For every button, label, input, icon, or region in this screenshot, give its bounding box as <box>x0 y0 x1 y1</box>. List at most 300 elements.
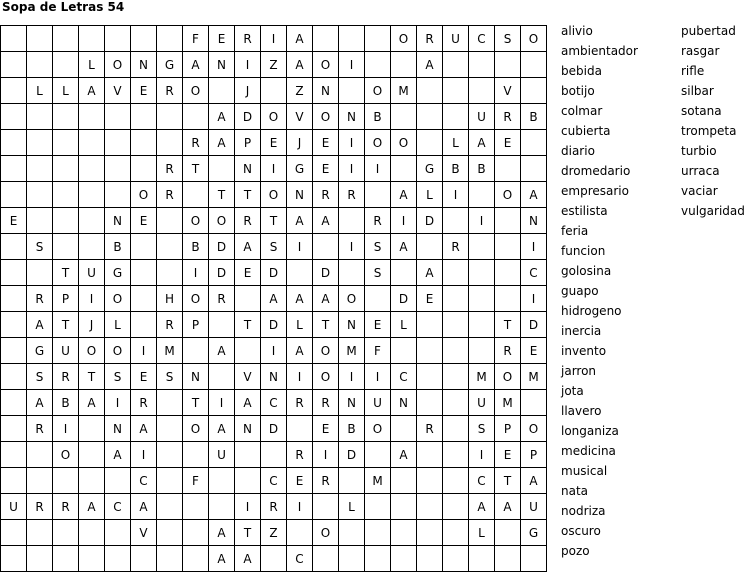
grid-cell[interactable]: L <box>339 494 365 520</box>
grid-cell[interactable] <box>365 520 391 546</box>
grid-cell[interactable]: N <box>521 208 547 234</box>
grid-cell[interactable]: U <box>53 338 79 364</box>
grid-cell[interactable] <box>1 364 27 390</box>
grid-cell[interactable] <box>131 546 157 572</box>
grid-cell[interactable]: I <box>339 130 365 156</box>
grid-cell[interactable] <box>339 260 365 286</box>
grid-cell[interactable]: R <box>27 286 53 312</box>
grid-cell[interactable]: G <box>521 520 547 546</box>
grid-cell[interactable]: F <box>183 468 209 494</box>
grid-cell[interactable]: A <box>105 442 131 468</box>
grid-cell[interactable] <box>417 546 443 572</box>
grid-cell[interactable]: O <box>495 182 521 208</box>
grid-cell[interactable] <box>261 546 287 572</box>
grid-cell[interactable]: A <box>313 208 339 234</box>
grid-cell[interactable] <box>157 260 183 286</box>
grid-cell[interactable] <box>1 260 27 286</box>
grid-cell[interactable]: B <box>105 234 131 260</box>
grid-cell[interactable] <box>443 286 469 312</box>
grid-cell[interactable]: D <box>313 260 339 286</box>
grid-cell[interactable] <box>157 520 183 546</box>
grid-cell[interactable]: I <box>339 52 365 78</box>
grid-cell[interactable]: C <box>261 468 287 494</box>
grid-cell[interactable]: U <box>209 442 235 468</box>
grid-cell[interactable] <box>235 468 261 494</box>
grid-cell[interactable] <box>131 156 157 182</box>
grid-cell[interactable] <box>443 442 469 468</box>
grid-cell[interactable]: I <box>235 494 261 520</box>
grid-cell[interactable]: I <box>261 338 287 364</box>
grid-cell[interactable]: A <box>27 312 53 338</box>
grid-cell[interactable]: Z <box>287 78 313 104</box>
grid-cell[interactable]: E <box>495 442 521 468</box>
grid-cell[interactable] <box>27 26 53 52</box>
grid-cell[interactable]: O <box>183 416 209 442</box>
grid-cell[interactable]: A <box>287 208 313 234</box>
grid-cell[interactable]: I <box>521 234 547 260</box>
grid-cell[interactable]: Z <box>261 52 287 78</box>
grid-cell[interactable]: A <box>313 286 339 312</box>
grid-cell[interactable] <box>365 26 391 52</box>
grid-cell[interactable]: R <box>157 156 183 182</box>
grid-cell[interactable]: B <box>365 104 391 130</box>
grid-cell[interactable] <box>417 364 443 390</box>
grid-cell[interactable] <box>469 234 495 260</box>
grid-cell[interactable] <box>105 546 131 572</box>
grid-cell[interactable]: D <box>209 234 235 260</box>
grid-cell[interactable] <box>495 156 521 182</box>
grid-cell[interactable]: O <box>79 338 105 364</box>
grid-cell[interactable]: H <box>157 286 183 312</box>
grid-cell[interactable] <box>495 546 521 572</box>
grid-cell[interactable] <box>1 182 27 208</box>
grid-cell[interactable] <box>79 104 105 130</box>
grid-cell[interactable]: P <box>521 442 547 468</box>
grid-cell[interactable] <box>391 52 417 78</box>
grid-cell[interactable] <box>1 520 27 546</box>
grid-cell[interactable]: R <box>235 208 261 234</box>
grid-cell[interactable]: V <box>287 104 313 130</box>
grid-cell[interactable] <box>391 156 417 182</box>
grid-cell[interactable] <box>443 494 469 520</box>
grid-cell[interactable]: T <box>209 182 235 208</box>
grid-cell[interactable]: R <box>53 494 79 520</box>
grid-cell[interactable] <box>339 26 365 52</box>
grid-cell[interactable] <box>157 416 183 442</box>
grid-cell[interactable] <box>495 286 521 312</box>
grid-cell[interactable]: O <box>261 104 287 130</box>
grid-cell[interactable]: A <box>391 182 417 208</box>
grid-cell[interactable] <box>261 78 287 104</box>
grid-cell[interactable]: S <box>27 364 53 390</box>
grid-cell[interactable]: I <box>261 26 287 52</box>
grid-cell[interactable]: R <box>417 26 443 52</box>
grid-cell[interactable] <box>313 546 339 572</box>
grid-cell[interactable] <box>495 520 521 546</box>
grid-cell[interactable]: E <box>313 416 339 442</box>
grid-cell[interactable]: R <box>183 130 209 156</box>
grid-cell[interactable] <box>53 546 79 572</box>
grid-cell[interactable] <box>469 78 495 104</box>
grid-cell[interactable] <box>27 130 53 156</box>
grid-cell[interactable]: A <box>287 26 313 52</box>
grid-cell[interactable] <box>131 130 157 156</box>
grid-cell[interactable] <box>365 286 391 312</box>
grid-cell[interactable] <box>417 104 443 130</box>
grid-cell[interactable] <box>1 234 27 260</box>
grid-cell[interactable]: A <box>27 390 53 416</box>
grid-cell[interactable]: R <box>443 234 469 260</box>
grid-cell[interactable] <box>339 208 365 234</box>
grid-cell[interactable] <box>443 104 469 130</box>
grid-cell[interactable]: P <box>183 312 209 338</box>
grid-cell[interactable]: O <box>105 338 131 364</box>
grid-cell[interactable]: C <box>105 494 131 520</box>
grid-cell[interactable] <box>131 312 157 338</box>
grid-cell[interactable]: I <box>287 494 313 520</box>
grid-cell[interactable] <box>105 156 131 182</box>
grid-cell[interactable]: P <box>53 286 79 312</box>
grid-cell[interactable]: B <box>183 234 209 260</box>
grid-cell[interactable]: E <box>235 260 261 286</box>
grid-cell[interactable] <box>183 546 209 572</box>
grid-cell[interactable] <box>105 26 131 52</box>
grid-cell[interactable]: N <box>261 364 287 390</box>
grid-cell[interactable] <box>131 104 157 130</box>
grid-cell[interactable]: I <box>287 234 313 260</box>
grid-cell[interactable] <box>417 442 443 468</box>
grid-cell[interactable]: I <box>261 156 287 182</box>
grid-cell[interactable]: A <box>287 286 313 312</box>
grid-cell[interactable]: A <box>417 52 443 78</box>
grid-cell[interactable] <box>53 52 79 78</box>
grid-cell[interactable] <box>131 286 157 312</box>
grid-cell[interactable] <box>157 442 183 468</box>
grid-cell[interactable]: R <box>287 442 313 468</box>
grid-cell[interactable]: O <box>53 442 79 468</box>
grid-cell[interactable] <box>1 312 27 338</box>
grid-cell[interactable]: I <box>105 390 131 416</box>
grid-cell[interactable] <box>183 104 209 130</box>
grid-cell[interactable]: I <box>391 208 417 234</box>
grid-cell[interactable] <box>365 52 391 78</box>
grid-cell[interactable]: D <box>391 286 417 312</box>
grid-cell[interactable]: M <box>495 390 521 416</box>
grid-cell[interactable]: L <box>27 78 53 104</box>
grid-cell[interactable] <box>209 78 235 104</box>
grid-cell[interactable] <box>391 468 417 494</box>
grid-cell[interactable] <box>79 520 105 546</box>
grid-cell[interactable] <box>157 390 183 416</box>
grid-cell[interactable]: V <box>131 520 157 546</box>
grid-cell[interactable] <box>417 390 443 416</box>
grid-cell[interactable]: N <box>235 156 261 182</box>
grid-cell[interactable] <box>391 260 417 286</box>
grid-cell[interactable]: R <box>339 182 365 208</box>
grid-cell[interactable]: F <box>183 26 209 52</box>
grid-cell[interactable] <box>1 156 27 182</box>
grid-cell[interactable]: N <box>131 52 157 78</box>
grid-cell[interactable] <box>417 234 443 260</box>
grid-cell[interactable]: R <box>157 182 183 208</box>
grid-cell[interactable]: B <box>339 416 365 442</box>
grid-cell[interactable]: A <box>235 390 261 416</box>
grid-cell[interactable]: S <box>105 364 131 390</box>
grid-cell[interactable] <box>521 78 547 104</box>
grid-cell[interactable]: E <box>417 286 443 312</box>
grid-cell[interactable]: G <box>105 260 131 286</box>
grid-cell[interactable]: I <box>339 156 365 182</box>
grid-cell[interactable]: M <box>157 338 183 364</box>
grid-cell[interactable]: L <box>391 312 417 338</box>
grid-cell[interactable] <box>27 442 53 468</box>
grid-cell[interactable] <box>53 182 79 208</box>
grid-cell[interactable]: R <box>287 390 313 416</box>
grid-cell[interactable] <box>339 78 365 104</box>
grid-cell[interactable]: R <box>313 390 339 416</box>
grid-cell[interactable]: I <box>365 156 391 182</box>
grid-cell[interactable]: O <box>365 78 391 104</box>
grid-cell[interactable]: N <box>339 312 365 338</box>
grid-cell[interactable]: P <box>495 416 521 442</box>
grid-cell[interactable] <box>79 208 105 234</box>
grid-cell[interactable]: D <box>209 260 235 286</box>
grid-cell[interactable]: T <box>53 312 79 338</box>
grid-cell[interactable] <box>105 520 131 546</box>
grid-cell[interactable]: I <box>53 416 79 442</box>
grid-cell[interactable]: D <box>417 208 443 234</box>
grid-cell[interactable]: N <box>105 208 131 234</box>
grid-cell[interactable] <box>495 234 521 260</box>
grid-cell[interactable]: G <box>287 156 313 182</box>
grid-cell[interactable]: E <box>131 364 157 390</box>
grid-cell[interactable] <box>443 312 469 338</box>
grid-cell[interactable] <box>183 182 209 208</box>
grid-cell[interactable]: C <box>521 260 547 286</box>
grid-cell[interactable]: L <box>53 78 79 104</box>
grid-cell[interactable] <box>469 546 495 572</box>
grid-cell[interactable]: U <box>469 104 495 130</box>
grid-cell[interactable] <box>131 26 157 52</box>
grid-cell[interactable] <box>417 520 443 546</box>
grid-cell[interactable]: V <box>495 78 521 104</box>
grid-cell[interactable]: E <box>495 130 521 156</box>
grid-cell[interactable] <box>1 338 27 364</box>
grid-cell[interactable] <box>157 130 183 156</box>
grid-cell[interactable]: A <box>79 78 105 104</box>
grid-cell[interactable]: A <box>261 286 287 312</box>
grid-cell[interactable]: J <box>287 130 313 156</box>
grid-cell[interactable] <box>261 442 287 468</box>
grid-cell[interactable] <box>1 546 27 572</box>
grid-cell[interactable]: A <box>209 416 235 442</box>
grid-cell[interactable]: R <box>157 78 183 104</box>
grid-cell[interactable]: E <box>313 156 339 182</box>
grid-cell[interactable]: B <box>521 104 547 130</box>
grid-cell[interactable]: R <box>417 416 443 442</box>
grid-cell[interactable]: E <box>313 130 339 156</box>
grid-cell[interactable] <box>27 182 53 208</box>
grid-cell[interactable]: A <box>209 520 235 546</box>
grid-cell[interactable]: T <box>235 182 261 208</box>
grid-cell[interactable] <box>209 156 235 182</box>
grid-cell[interactable] <box>53 26 79 52</box>
grid-cell[interactable]: Z <box>261 520 287 546</box>
grid-cell[interactable]: R <box>157 312 183 338</box>
grid-cell[interactable]: S <box>157 364 183 390</box>
grid-cell[interactable] <box>443 78 469 104</box>
grid-cell[interactable]: M <box>521 364 547 390</box>
grid-cell[interactable] <box>27 260 53 286</box>
grid-cell[interactable] <box>209 468 235 494</box>
grid-cell[interactable]: V <box>105 78 131 104</box>
grid-cell[interactable] <box>105 182 131 208</box>
grid-cell[interactable] <box>27 52 53 78</box>
grid-cell[interactable] <box>391 546 417 572</box>
grid-cell[interactable]: R <box>27 416 53 442</box>
grid-cell[interactable]: R <box>495 338 521 364</box>
grid-cell[interactable] <box>27 546 53 572</box>
grid-cell[interactable] <box>469 338 495 364</box>
grid-cell[interactable]: U <box>1 494 27 520</box>
grid-cell[interactable] <box>1 390 27 416</box>
grid-cell[interactable]: N <box>339 104 365 130</box>
grid-cell[interactable]: O <box>365 416 391 442</box>
grid-cell[interactable] <box>53 234 79 260</box>
grid-cell[interactable]: T <box>183 390 209 416</box>
grid-cell[interactable] <box>469 312 495 338</box>
grid-cell[interactable] <box>79 546 105 572</box>
grid-cell[interactable] <box>365 182 391 208</box>
grid-cell[interactable]: M <box>339 338 365 364</box>
grid-cell[interactable]: O <box>183 286 209 312</box>
grid-cell[interactable]: A <box>235 546 261 572</box>
grid-cell[interactable]: R <box>495 104 521 130</box>
grid-cell[interactable] <box>469 52 495 78</box>
grid-cell[interactable]: A <box>79 390 105 416</box>
grid-cell[interactable] <box>183 442 209 468</box>
grid-cell[interactable] <box>443 260 469 286</box>
grid-cell[interactable] <box>391 520 417 546</box>
grid-cell[interactable]: F <box>365 338 391 364</box>
grid-cell[interactable]: N <box>105 416 131 442</box>
grid-cell[interactable]: D <box>339 442 365 468</box>
grid-cell[interactable]: A <box>287 52 313 78</box>
grid-cell[interactable]: T <box>495 468 521 494</box>
grid-cell[interactable] <box>157 26 183 52</box>
grid-cell[interactable]: I <box>521 286 547 312</box>
grid-cell[interactable]: I <box>443 182 469 208</box>
grid-cell[interactable]: C <box>261 390 287 416</box>
grid-cell[interactable]: T <box>79 364 105 390</box>
grid-cell[interactable]: O <box>209 208 235 234</box>
grid-cell[interactable] <box>443 364 469 390</box>
grid-cell[interactable]: M <box>391 78 417 104</box>
grid-cell[interactable]: U <box>521 494 547 520</box>
grid-cell[interactable]: A <box>79 494 105 520</box>
grid-cell[interactable]: O <box>313 338 339 364</box>
grid-cell[interactable] <box>1 468 27 494</box>
grid-cell[interactable]: R <box>313 182 339 208</box>
grid-cell[interactable] <box>157 104 183 130</box>
grid-cell[interactable] <box>1 52 27 78</box>
grid-cell[interactable]: O <box>521 416 547 442</box>
grid-cell[interactable] <box>443 52 469 78</box>
grid-cell[interactable] <box>391 104 417 130</box>
grid-cell[interactable]: A <box>521 468 547 494</box>
grid-cell[interactable] <box>443 520 469 546</box>
grid-cell[interactable] <box>521 130 547 156</box>
grid-cell[interactable]: E <box>365 312 391 338</box>
grid-cell[interactable]: I <box>131 442 157 468</box>
grid-cell[interactable]: U <box>365 390 391 416</box>
grid-cell[interactable]: L <box>105 312 131 338</box>
grid-cell[interactable]: M <box>365 468 391 494</box>
grid-cell[interactable] <box>235 442 261 468</box>
grid-cell[interactable] <box>287 260 313 286</box>
grid-cell[interactable] <box>417 312 443 338</box>
grid-cell[interactable]: I <box>209 390 235 416</box>
grid-cell[interactable] <box>183 338 209 364</box>
grid-cell[interactable]: I <box>339 234 365 260</box>
grid-cell[interactable]: E <box>287 468 313 494</box>
grid-cell[interactable] <box>1 286 27 312</box>
grid-cell[interactable]: D <box>261 416 287 442</box>
grid-cell[interactable]: M <box>469 364 495 390</box>
grid-cell[interactable]: R <box>209 286 235 312</box>
grid-cell[interactable] <box>131 260 157 286</box>
grid-cell[interactable] <box>469 286 495 312</box>
grid-cell[interactable] <box>235 286 261 312</box>
grid-cell[interactable] <box>235 338 261 364</box>
grid-cell[interactable] <box>365 494 391 520</box>
grid-cell[interactable]: E <box>131 78 157 104</box>
grid-cell[interactable]: N <box>339 390 365 416</box>
grid-cell[interactable]: T <box>183 156 209 182</box>
grid-cell[interactable] <box>157 494 183 520</box>
grid-cell[interactable] <box>53 208 79 234</box>
grid-cell[interactable]: V <box>235 364 261 390</box>
grid-cell[interactable] <box>183 520 209 546</box>
grid-cell[interactable] <box>443 208 469 234</box>
grid-cell[interactable]: G <box>157 52 183 78</box>
grid-cell[interactable]: D <box>521 312 547 338</box>
grid-cell[interactable] <box>27 156 53 182</box>
grid-cell[interactable] <box>183 494 209 520</box>
grid-cell[interactable]: N <box>209 52 235 78</box>
grid-cell[interactable] <box>443 416 469 442</box>
grid-cell[interactable]: A <box>417 260 443 286</box>
grid-cell[interactable] <box>209 494 235 520</box>
grid-cell[interactable]: N <box>287 182 313 208</box>
grid-cell[interactable]: C <box>131 468 157 494</box>
grid-cell[interactable] <box>79 156 105 182</box>
grid-cell[interactable] <box>53 104 79 130</box>
grid-cell[interactable] <box>105 130 131 156</box>
grid-cell[interactable]: C <box>287 546 313 572</box>
grid-cell[interactable] <box>79 442 105 468</box>
grid-cell[interactable]: O <box>313 364 339 390</box>
grid-cell[interactable]: C <box>469 26 495 52</box>
grid-cell[interactable] <box>157 234 183 260</box>
grid-cell[interactable]: S <box>365 234 391 260</box>
grid-cell[interactable] <box>339 468 365 494</box>
grid-cell[interactable]: L <box>469 520 495 546</box>
grid-cell[interactable] <box>1 78 27 104</box>
grid-cell[interactable] <box>1 130 27 156</box>
grid-cell[interactable]: O <box>261 182 287 208</box>
grid-cell[interactable]: T <box>53 260 79 286</box>
